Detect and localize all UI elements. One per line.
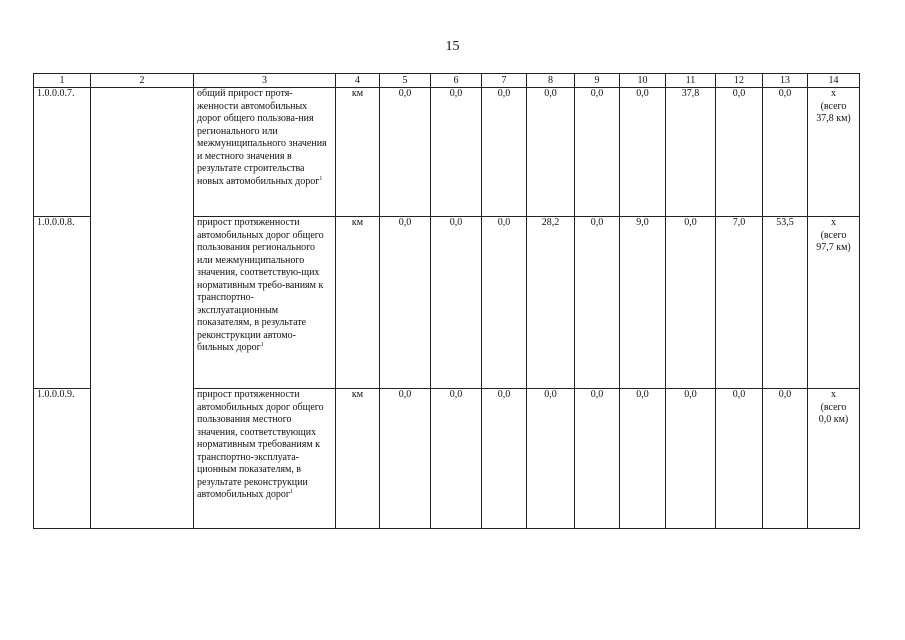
value-cell: 0,0 — [482, 217, 527, 389]
footnote-mark: 1 — [260, 342, 264, 348]
value-cell: 0,0 — [620, 88, 666, 217]
value-cell: 0,0 — [482, 88, 527, 217]
column-header: 12 — [716, 74, 763, 88]
column-header: 7 — [482, 74, 527, 88]
value-cell: 0,0 — [666, 217, 716, 389]
column-header: 1 — [34, 74, 91, 88]
total-cell — [808, 217, 860, 389]
total-cell — [808, 389, 860, 529]
unit-cell: км — [336, 389, 380, 529]
value-cell: 0,0 — [380, 217, 431, 389]
header-row — [34, 74, 860, 88]
value-cell: 0,0 — [527, 88, 575, 217]
footnote-mark: 1 — [319, 175, 323, 182]
column-header: 9 — [575, 74, 620, 88]
value-cell: 0,0 — [666, 389, 716, 529]
row-code: 1.0.0.0.9. — [34, 389, 91, 529]
row-description — [194, 389, 336, 529]
column-header: 8 — [527, 74, 575, 88]
value-cell: 28,2 — [527, 217, 575, 389]
table-row — [34, 88, 860, 217]
total-label: (всего — [820, 229, 847, 241]
indicators-table — [33, 73, 860, 529]
value-cell: 0,0 — [575, 88, 620, 217]
column-header: 4 — [336, 74, 380, 88]
value-cell: 0,0 — [431, 217, 482, 389]
column-header: 11 — [666, 74, 716, 88]
value-cell: 0,0 — [620, 389, 666, 529]
value-cell: 37,8 — [666, 88, 716, 217]
value-cell: 9,0 — [620, 217, 666, 389]
total-value: 0,0 км) — [818, 414, 849, 425]
value-cell: 0,0 — [763, 389, 808, 529]
total-mark: х — [831, 389, 836, 400]
total-label: (всего — [820, 401, 847, 413]
page-number: 15 — [445, 39, 460, 54]
value-cell: 0,0 — [431, 389, 482, 529]
value-cell: 0,0 — [380, 389, 431, 529]
value-cell: 53,5 — [763, 217, 808, 389]
value-cell: 0,0 — [716, 389, 763, 529]
column-header: 2 — [91, 74, 194, 88]
value-cell: 0,0 — [527, 389, 575, 529]
total-cell — [808, 88, 860, 217]
row-code: 1.0.0.0.7. — [34, 88, 91, 217]
row-description — [194, 88, 336, 217]
value-cell: 0,0 — [575, 389, 620, 529]
column-header: 13 — [763, 74, 808, 88]
total-value: 37,8 км) — [816, 113, 851, 124]
total-label: (всего — [820, 100, 847, 112]
description-text: прирост протяженности автомобильных дорог общего пользования местного значения, соответствующих нормативным требованиям к транспортно-эксплуата-ционным показателям, в результате реконструкции автомобильных дорог — [197, 389, 324, 500]
row-code: 1.0.0.0.8. — [34, 217, 91, 389]
empty-cell — [91, 88, 194, 529]
description-text: прирост протяженности автомобильных дорог общего пользования регионального или межмуниципального значения, соответствую-щих нормативным требо-ваниям к транспортно-эксплуатационным показателям, в результате реконструкции автомо-бильных дорог — [197, 217, 324, 353]
column-header: 10 — [620, 74, 666, 88]
value-cell: 0,0 — [380, 88, 431, 217]
column-header: 6 — [431, 74, 482, 88]
total-value: 97,7 км) — [816, 242, 851, 253]
total-mark: х — [831, 88, 836, 99]
value-cell: 0,0 — [575, 217, 620, 389]
column-header: 14 — [808, 74, 860, 88]
total-mark: х — [831, 217, 836, 228]
value-cell: 0,0 — [716, 88, 763, 217]
column-header: 3 — [194, 74, 336, 88]
value-cell: 7,0 — [716, 217, 763, 389]
description-text: общий прирост протя-женности автомобильных дорог общего пользова-ния регионального или межмуниципального значения и местного значения в результате строительства новых автомобильных дорог — [197, 88, 327, 187]
value-cell: 0,0 — [763, 88, 808, 217]
row-description — [194, 217, 336, 389]
unit-cell: км — [336, 88, 380, 217]
unit-cell: км — [336, 217, 380, 389]
value-cell: 0,0 — [482, 389, 527, 529]
value-cell: 0,0 — [431, 88, 482, 217]
footnote-mark: 1 — [290, 489, 294, 495]
column-header: 5 — [380, 74, 431, 88]
